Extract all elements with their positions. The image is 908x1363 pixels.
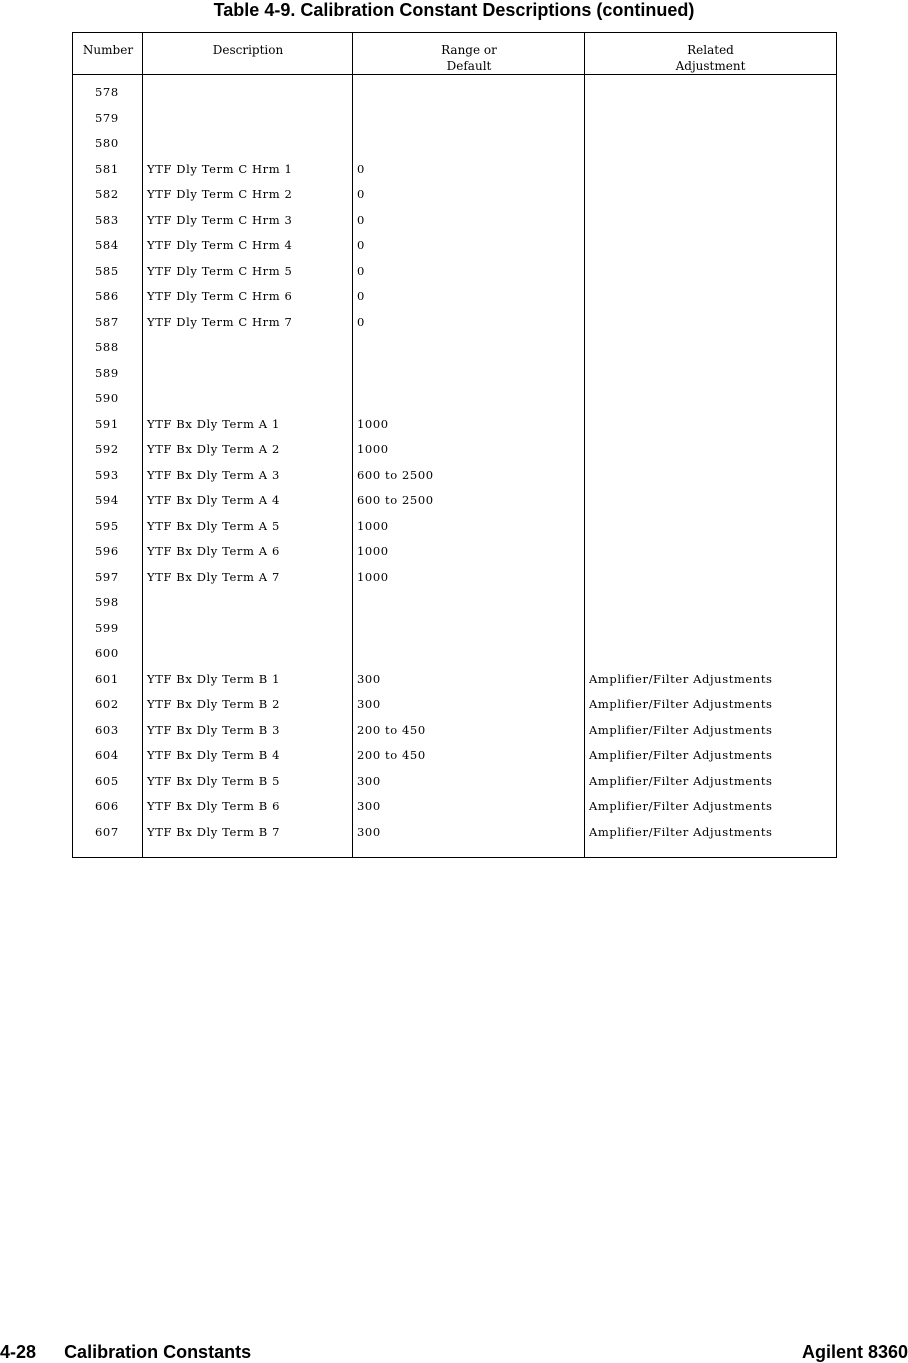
cell-description: YTF Bx Dly Term B 2 [147, 697, 281, 711]
cell-description: YTF Bx Dly Term B 3 [147, 722, 281, 737]
cell-adjustment: Amplifier/Filter Adjustments [589, 671, 773, 686]
table-row [73, 386, 836, 412]
cell-adjustment: Amplifier/Filter Adjustments [589, 722, 773, 737]
cell-description: YTF Bx Dly Term A 4 [147, 493, 280, 507]
cell-number: 578 [95, 85, 119, 99]
cell-description: YTF Bx Dly Term B 7 [147, 824, 281, 839]
table-title: Table 4-9. Calibration Constant Descriptions (continued) [213, 0, 695, 20]
cell-adjustment: Amplifier/Filter Adjustments [589, 697, 773, 711]
cell-number: 582 [95, 187, 119, 201]
cell-range: 300 [357, 824, 381, 839]
header-number [73, 33, 143, 75]
cell-number: 605 [95, 773, 119, 788]
table-row [73, 565, 836, 591]
header-range [353, 33, 585, 75]
table-row [73, 463, 836, 489]
table-row [73, 335, 836, 361]
header-related [585, 33, 836, 75]
cell-description: YTF Bx Dly Term A 1 [147, 416, 280, 431]
cell-number: 580 [95, 136, 119, 150]
cell-range: 1000 [357, 518, 389, 533]
cell-number: 595 [95, 518, 119, 533]
footer-product: Agilent 8360 [801, 1342, 908, 1362]
table-row [73, 769, 836, 795]
cell-range: 200 to 450 [357, 748, 426, 762]
cell-number: 603 [95, 722, 119, 737]
cell-description: YTF Dly Term C Hrm 4 [147, 238, 293, 252]
cell-number: 587 [95, 314, 119, 329]
header-description [143, 33, 353, 75]
cell-description: YTF Dly Term C Hrm 7 [147, 314, 293, 329]
cell-number: 606 [95, 799, 119, 813]
cell-number: 583 [95, 212, 119, 227]
cell-range: 1000 [357, 442, 389, 456]
header-related-line2: Adjustment [675, 59, 746, 73]
table-row [73, 539, 836, 565]
cell-adjustment: Amplifier/Filter Adjustments [589, 799, 773, 813]
cell-range: 1000 [357, 416, 389, 431]
cell-number: 591 [95, 416, 119, 431]
header-range-line2: Default [446, 59, 492, 73]
cell-description: YTF Bx Dly Term A 3 [147, 467, 280, 482]
cell-description: YTF Bx Dly Term A 6 [147, 544, 280, 558]
table-row [73, 437, 836, 463]
cell-range: 0 [357, 161, 365, 176]
cell-number: 599 [95, 620, 119, 635]
cell-number: 589 [95, 365, 119, 380]
table-row [73, 361, 836, 387]
footer-page-number: 4-28 [0, 1342, 37, 1362]
cell-number: 585 [95, 263, 119, 278]
table-row [73, 80, 836, 106]
table-row [73, 157, 836, 183]
cell-description: YTF Dly Term C Hrm 2 [147, 187, 293, 201]
cell-number: 601 [95, 671, 119, 686]
cell-range: 600 to 2500 [357, 467, 434, 482]
cell-range: 300 [357, 697, 381, 711]
cell-range: 1000 [357, 544, 389, 558]
cell-range: 600 to 2500 [357, 493, 434, 507]
cell-adjustment: Amplifier/Filter Adjustments [589, 748, 773, 762]
table-row [73, 718, 836, 744]
table-row [73, 667, 836, 693]
cell-range: 0 [357, 212, 365, 227]
cell-number: 600 [95, 646, 119, 660]
cell-range: 1000 [357, 569, 389, 584]
table-row [73, 616, 836, 642]
cell-number: 597 [95, 569, 119, 584]
cell-description: YTF Bx Dly Term A 7 [147, 569, 280, 584]
cell-description: YTF Bx Dly Term B 6 [147, 799, 281, 813]
table-row [73, 820, 836, 846]
cell-number: 593 [95, 467, 119, 482]
cell-description: YTF Bx Dly Term B 5 [147, 773, 281, 788]
cell-range: 0 [357, 263, 365, 278]
cell-number: 607 [95, 824, 119, 839]
cell-description: YTF Bx Dly Term B 1 [147, 671, 281, 686]
cell-number: 598 [95, 595, 119, 609]
table-row [73, 106, 836, 132]
table-row [73, 131, 836, 157]
cell-number: 596 [95, 544, 119, 558]
cell-number: 588 [95, 340, 119, 354]
cell-range: 0 [357, 289, 365, 303]
table-row [73, 514, 836, 540]
header-related-line1: Related [687, 43, 734, 57]
cell-number: 581 [95, 161, 119, 176]
table-row [73, 284, 836, 310]
cell-range: 0 [357, 238, 365, 252]
table-row [73, 743, 836, 769]
cell-number: 584 [95, 238, 119, 252]
cell-range: 300 [357, 799, 381, 813]
cell-number: 579 [95, 110, 119, 125]
cell-range: 300 [357, 671, 381, 686]
cell-range: 0 [357, 187, 365, 201]
cell-description: YTF Dly Term C Hrm 6 [147, 289, 293, 303]
cell-number: 594 [95, 493, 119, 507]
cell-number: 602 [95, 697, 119, 711]
cell-adjustment: Amplifier/Filter Adjustments [589, 824, 773, 839]
cell-description: YTF Bx Dly Term B 4 [147, 748, 281, 762]
table-row [73, 641, 836, 667]
cell-range: 300 [357, 773, 381, 788]
calibration-table [72, 32, 837, 858]
cell-description: YTF Bx Dly Term A 5 [147, 518, 280, 533]
footer-section: Calibration Constants [64, 1342, 252, 1362]
cell-number: 590 [95, 391, 119, 405]
table-row [73, 794, 836, 820]
cell-description: YTF Dly Term C Hrm 5 [147, 263, 293, 278]
cell-adjustment: Amplifier/Filter Adjustments [589, 773, 773, 788]
cell-description: YTF Dly Term C Hrm 1 [147, 161, 293, 176]
table-row [73, 208, 836, 234]
table-row [73, 692, 836, 718]
footer-page-info [0, 1341, 251, 1363]
header-description-label: Description [212, 43, 284, 57]
cell-range: 0 [357, 314, 365, 329]
cell-description: YTF Bx Dly Term A 2 [147, 442, 280, 456]
cell-range: 200 to 450 [357, 722, 426, 737]
cell-description: YTF Dly Term C Hrm 3 [147, 212, 293, 227]
table-row [73, 590, 836, 616]
table-row [73, 182, 836, 208]
cell-number: 604 [95, 748, 119, 762]
table-row [73, 259, 836, 285]
table-row [73, 310, 836, 336]
table-row [73, 488, 836, 514]
header-range-line1: Range or [441, 43, 497, 57]
table-row [73, 233, 836, 259]
cell-number: 592 [95, 442, 119, 456]
header-number-label: Number [82, 43, 134, 57]
table-row [73, 412, 836, 438]
cell-number: 586 [95, 289, 119, 303]
table-header [73, 33, 836, 75]
